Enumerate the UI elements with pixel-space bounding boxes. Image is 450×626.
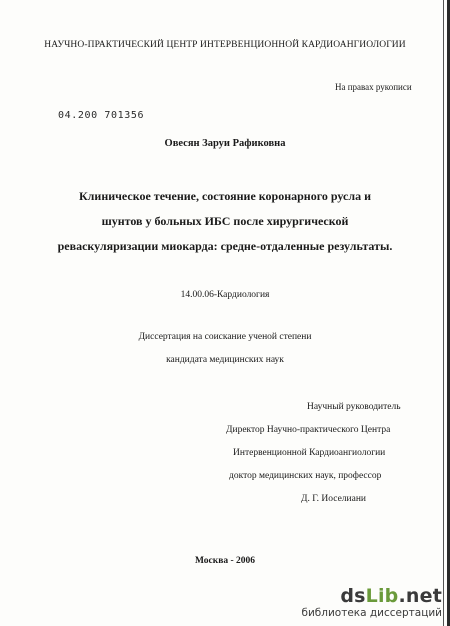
city-year: Москва - 2006 [194,556,256,566]
manuscript-rights-note: На правах рукописи [335,82,412,92]
author-name: Овесян Заруи Рафиковна [164,138,286,149]
specialty-code: 14.00.06-Кардиология [180,290,270,300]
logo-lib-text: Lib [365,585,399,607]
supervisor-position-line-1: Директор Научно-практического Центра [226,425,391,435]
organization-name: НАУЧНО-ПРАКТИЧЕСКИЙ ЦЕНТР ИНТЕРВЕНЦИОННОЙ КАРДИОАНГИОЛОГИИ [44,40,406,50]
dissertation-purpose-line-2: кандидата медицинских наук [166,355,284,365]
supervisor-name: Д. Г. Иоселиани [301,494,367,504]
logo-ds-text: ds [340,585,366,607]
page-edge-line [443,0,444,626]
dslib-watermark[interactable] [301,586,442,620]
thesis-title-line-2: шунтов у больных ИБС после хирургической [101,214,349,228]
library-stamp-number: 04.200 701356 [58,110,145,121]
thesis-title-line-3: реваскуляризации миокарда: средне-отдаленные результаты. [57,239,393,253]
logo-net-text: .net [398,585,442,607]
dissertation-purpose-line-1: Диссертация на соискание ученой степени [138,332,312,342]
supervisor-degree: доктор медицинских наук, профессор [229,471,382,481]
dslib-subtitle: библиотека диссертаций [301,607,442,619]
dslib-logo [301,586,442,606]
thesis-title-line-1: Клиническое течение, состояние коронарного русла и [78,189,371,203]
supervisor-position-line-2: Интервенционной Кардиоангиологии [233,448,386,458]
supervisor-label: Научный руководитель [307,402,401,412]
